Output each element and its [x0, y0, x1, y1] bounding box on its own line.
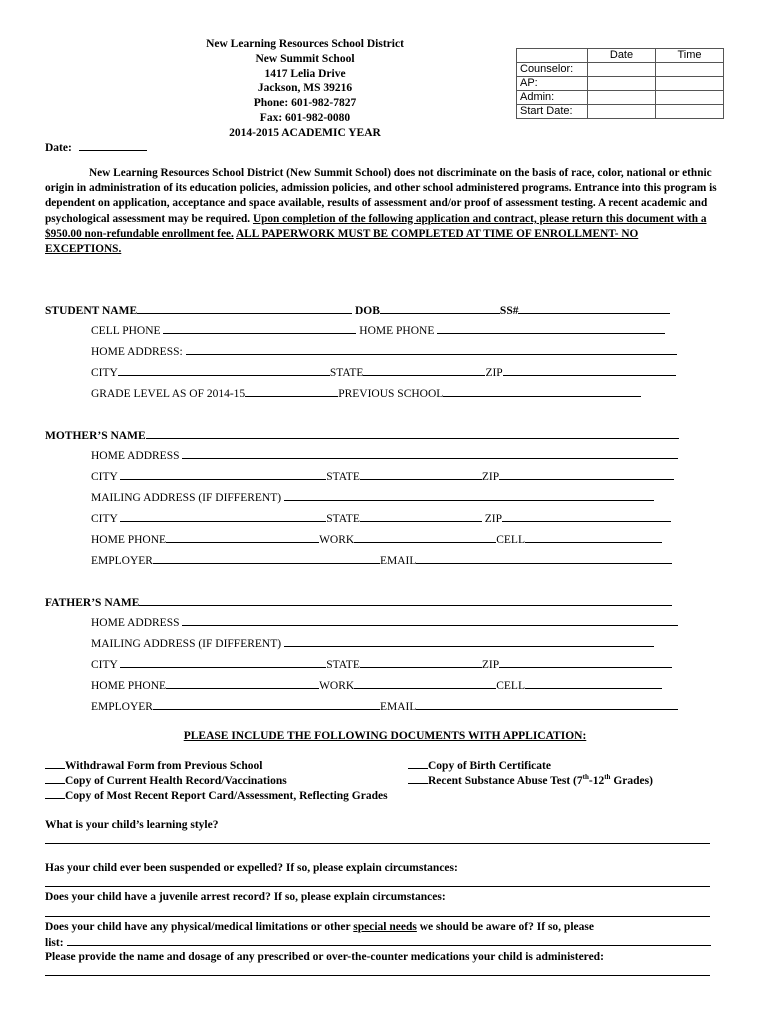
arrest-answer-line[interactable] [45, 916, 710, 917]
doc-substance [408, 773, 653, 788]
mother-name-row [45, 428, 679, 443]
school-phone: Phone: 601-982-7827 [253, 97, 357, 110]
father-home-address-field[interactable] [182, 615, 678, 626]
office-use-table [516, 48, 724, 119]
father-cell-label: CELL [496, 680, 525, 692]
suspended-answer-line[interactable] [45, 886, 710, 887]
mother-home-address-label: HOME ADDRESS [91, 450, 180, 462]
mother-email-field[interactable] [416, 553, 672, 564]
date-row [45, 140, 147, 155]
zip-label: ZIP [485, 367, 503, 379]
father-mailing-row [91, 636, 654, 651]
health-label: Copy of Current Health Record/Vaccinations [65, 775, 287, 787]
ss-field[interactable] [518, 303, 670, 314]
cell-phone-field[interactable] [163, 323, 356, 334]
student-name-row [45, 303, 670, 318]
mother-cell-label: CELL [496, 534, 525, 546]
grade-level-label: GRADE LEVEL AS OF 2014-15 [91, 388, 246, 400]
status-cell[interactable] [588, 77, 656, 91]
city-field[interactable] [118, 365, 330, 376]
previous-school-field[interactable] [443, 386, 641, 397]
student-name-field[interactable] [137, 303, 352, 314]
mother-zip-field[interactable] [499, 469, 674, 480]
mother-mailing-zip-field[interactable] [502, 511, 671, 522]
mother-mailing-label: MAILING ADDRESS (IF DIFFERENT) [91, 492, 282, 504]
status-cell[interactable] [656, 63, 724, 77]
school-street: 1417 Lelia Drive [264, 67, 346, 80]
substance-sup: th [604, 773, 611, 782]
father-zip-field[interactable] [499, 657, 672, 668]
substance-sup: th [582, 773, 589, 782]
academic-year: 2014-2015 ACADEMIC YEAR [229, 126, 381, 139]
ss-label: SS# [499, 305, 519, 317]
special-needs-text: special needs [353, 921, 417, 933]
father-mailing-label: MAILING ADDRESS (IF DIFFERENT) [91, 638, 282, 650]
q-medications: Please provide the name and dosage of any prescribed or over-the-counter medications your child is administered: [45, 951, 604, 963]
health-checkline[interactable] [45, 773, 65, 784]
dob-label: DOB [355, 305, 380, 317]
mother-home-phone-label: HOME PHONE [91, 534, 167, 546]
mother-mailing-city-row [91, 511, 671, 526]
q-limitations [45, 920, 594, 934]
mother-phone-row [91, 532, 662, 547]
home-address-field[interactable] [186, 344, 677, 355]
substance-mid: -12 [588, 775, 605, 787]
intro-paragraph [45, 166, 717, 257]
q-learning-style: What is your child’s learning style? [45, 819, 219, 831]
mother-state-field[interactable] [360, 469, 482, 480]
school-city: Jackson, MS 39216 [257, 82, 353, 95]
school-fax: Fax: 601-982-0080 [259, 111, 351, 124]
school-header [150, 37, 460, 141]
father-work-field[interactable] [354, 678, 496, 689]
status-col-date: Date [588, 49, 656, 63]
mother-state-label: STATE [326, 471, 360, 483]
birth-cert-checkline[interactable] [408, 758, 428, 769]
status-cell[interactable] [656, 77, 724, 91]
q-suspended: Has your child ever been suspended or expelled? If so, please explain circumstances: [45, 862, 458, 874]
doc-health [45, 773, 287, 788]
mother-mailing-city-label: CITY [91, 513, 118, 525]
report-card-checkline[interactable] [45, 788, 65, 799]
mother-home-address-field[interactable] [182, 448, 678, 459]
school-name: New Summit School [255, 52, 355, 65]
mother-work-label: WORK [319, 534, 355, 546]
mother-employer-field[interactable] [153, 553, 380, 564]
status-col-time: Time [656, 49, 724, 63]
father-city-field[interactable] [120, 657, 326, 668]
father-name-field[interactable] [139, 595, 672, 606]
limitations-list-label: list: [45, 937, 64, 949]
mother-employer-label: EMPLOYER [91, 555, 153, 567]
status-cell[interactable] [656, 105, 724, 119]
state-field[interactable] [363, 365, 485, 376]
limitations-text: Does your child have any physical/medical limitations or other [45, 921, 354, 933]
dob-field[interactable] [380, 303, 500, 314]
mother-mailing-zip-label: ZIP [484, 513, 502, 525]
mother-work-field[interactable] [354, 532, 496, 543]
mother-home-phone-field[interactable] [166, 532, 319, 543]
student-grade-row [91, 386, 641, 401]
home-address-label: HOME ADDRESS: [91, 346, 183, 358]
mother-name-label: MOTHER’S NAME [45, 430, 146, 442]
status-cell[interactable] [588, 63, 656, 77]
date-label: Date: [45, 142, 72, 154]
withdrawal-checkline[interactable] [45, 758, 65, 769]
father-cell-field[interactable] [525, 678, 662, 689]
mother-mailing-field[interactable] [284, 490, 654, 501]
student-address-row [91, 344, 677, 359]
previous-school-label: PREVIOUS SCHOOL [338, 388, 444, 400]
father-state-field[interactable] [360, 657, 482, 668]
documents-heading [0, 730, 770, 742]
father-email-label: EMAIL [379, 701, 417, 713]
status-row-counselor: Counselor: [517, 63, 588, 77]
medications-answer-line[interactable] [45, 975, 710, 976]
home-phone-label: HOME PHONE [359, 325, 435, 337]
limitations-text-end: we should be aware of? If so, please [416, 921, 594, 933]
mother-email-label: EMAIL [379, 555, 417, 567]
father-home-phone-label: HOME PHONE [91, 680, 167, 692]
substance-label: Recent Substance Abuse Test (7 [428, 775, 583, 787]
district-name: New Learning Resources School District [206, 38, 404, 50]
mother-mailing-state-field[interactable] [360, 511, 482, 522]
father-city-label: CITY [91, 659, 118, 671]
doc-birth-cert [408, 758, 551, 773]
father-employer-label: EMPLOYER [91, 701, 153, 713]
mother-mailing-state-label: STATE [326, 513, 360, 525]
student-city-row [91, 365, 676, 380]
father-zip-label: ZIP [481, 659, 500, 671]
q-arrest: Does your child have a juvenile arrest record? If so, please explain circumstances: [45, 891, 446, 903]
father-address-row [91, 615, 678, 630]
father-name-label: FATHER’S NAME [45, 597, 140, 609]
report-card-label: Copy of Most Recent Report Card/Assessment, Reflecting Grades [65, 790, 388, 802]
father-city-row [91, 657, 672, 672]
status-cell[interactable] [588, 91, 656, 105]
date-field[interactable] [79, 140, 147, 151]
mother-city-field[interactable] [120, 469, 326, 480]
father-state-label: STATE [326, 659, 360, 671]
status-cell[interactable] [588, 105, 656, 119]
father-name-row [45, 595, 672, 610]
mother-name-field[interactable] [146, 428, 679, 439]
grade-level-field[interactable] [245, 386, 338, 397]
limitations-answer-line[interactable] [67, 935, 711, 946]
state-label: STATE [329, 367, 364, 379]
father-email-field[interactable] [416, 699, 678, 710]
intro-fee-text: Upon completion of the following application and contract, please return this document with a $950.00 non-refundable enrollment fee. [45, 212, 707, 240]
documents-heading-text: PLEASE INCLUDE THE FOLLOWING DOCUMENTS WITH APPLICATION: [183, 730, 587, 742]
birth-cert-label: Copy of Birth Certificate [428, 760, 551, 772]
withdrawal-label: Withdrawal Form from Previous School [65, 760, 263, 772]
mother-cell-field[interactable] [525, 532, 662, 543]
status-cell[interactable] [656, 91, 724, 105]
city-label: CITY [91, 367, 118, 379]
intro-paperwork-text: ALL PAPERWORK MUST BE COMPLETED AT TIME OF ENROLLMENT- NO EXCEPTIONS. [45, 227, 639, 256]
mother-mailing-city-field[interactable] [120, 511, 326, 522]
q-limitations-list [45, 935, 711, 950]
father-work-label: WORK [319, 680, 355, 692]
mother-city-label: CITY [91, 471, 118, 483]
father-phone-row [91, 678, 662, 693]
student-name-label: STUDENT NAME [45, 305, 138, 317]
substance-checkline[interactable] [408, 773, 428, 784]
father-employer-field[interactable] [153, 699, 380, 710]
mother-city-row [91, 469, 674, 484]
status-row-start-date: Start Date: [517, 105, 588, 119]
doc-report-card [45, 788, 388, 803]
status-row-ap: AP: [517, 77, 588, 91]
mother-address-row [91, 448, 678, 463]
father-mailing-field[interactable] [284, 636, 654, 647]
mother-zip-label: ZIP [481, 471, 500, 483]
cell-phone-label: CELL PHONE [91, 325, 161, 337]
father-employer-row [91, 699, 678, 714]
intro-text: New Learning Resources School District (New Summit School) does not discriminate on the basis of race, color, national or ethnic origin in administration of its education policies, admission policies, and other school administered programs. Entrance into this program is dependent on application, acceptance and space available, results of assessment and/or proof of assessment testing. A recent academic and psychological assessment may be required. [45, 167, 717, 225]
home-phone-field[interactable] [437, 323, 665, 334]
father-home-address-label: HOME ADDRESS [91, 617, 180, 629]
father-home-phone-field[interactable] [166, 678, 319, 689]
student-phone-row [91, 323, 665, 338]
status-corner-cell [517, 49, 588, 63]
doc-withdrawal [45, 758, 262, 773]
learning-style-answer-line[interactable] [45, 843, 710, 844]
substance-end: Grades) [610, 775, 653, 787]
mother-mailing-row [91, 490, 654, 505]
mother-employer-row [91, 553, 672, 568]
status-row-admin: Admin: [517, 91, 588, 105]
zip-field[interactable] [503, 365, 676, 376]
